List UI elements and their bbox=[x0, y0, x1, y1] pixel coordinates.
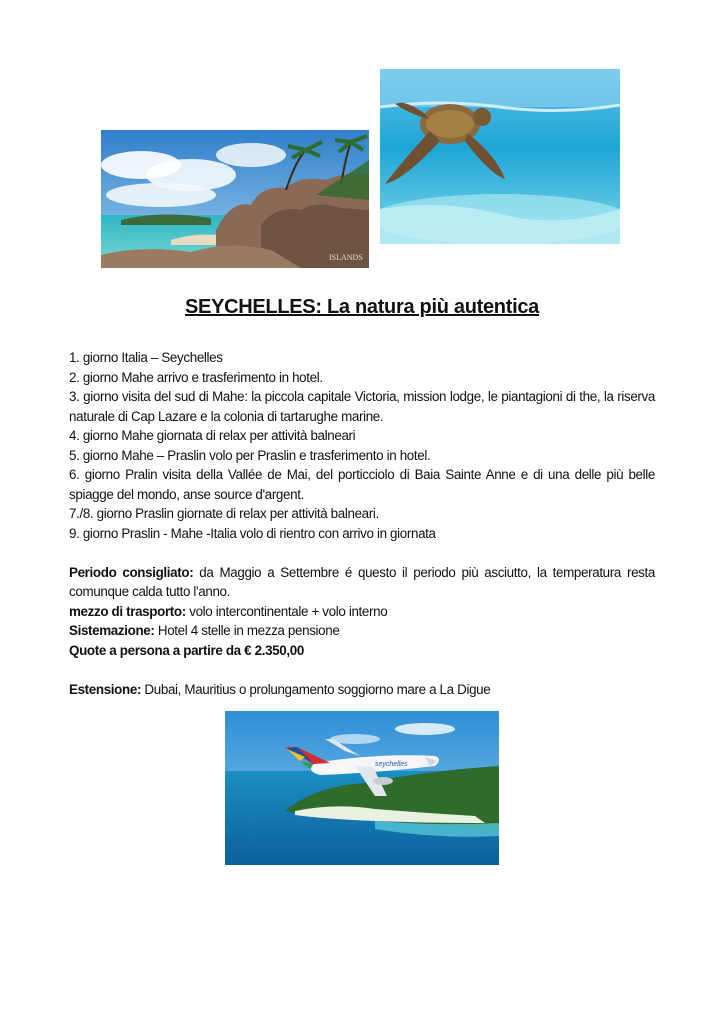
extension-text: Dubai, Mauritius o prolungamento soggiorno mare a La Digue bbox=[141, 681, 491, 697]
extension-label: Estensione: bbox=[69, 681, 142, 697]
transport-line bbox=[69, 602, 655, 622]
transport-label: mezzo di trasporto: bbox=[69, 603, 186, 619]
itinerary-day-3: 3. giorno visita del sud di Mahe: la piccola capitale Victoria, mission lodge, le piantagioni di the, la riserva naturale di Cap Lazare e la colonia di tartarughe marine. bbox=[69, 389, 655, 424]
airplane-island-photo bbox=[225, 711, 499, 865]
transport-text: volo intercontinentale + volo interno bbox=[185, 603, 388, 619]
itinerary-day-7-8: 7./8. giorno Praslin giornate di relax per attività balneari. bbox=[69, 506, 379, 521]
itinerary-day-5: 5. giorno Mahe – Praslin volo per Praslin e trasferimento in hotel. bbox=[69, 447, 431, 463]
itinerary-day-9: 9. giorno Praslin - Mahe -Italia volo di rientro con arrivo in giornata bbox=[69, 525, 436, 541]
beach-watermark: ISLANDS bbox=[329, 253, 363, 262]
accommodation-text: Hotel 4 stelle in mezza pensione bbox=[154, 623, 340, 638]
itinerary-day-6: 6. giorno Pralin visita della Vallée de Mai, del porticciolo di Baia Sainte Anne e di una delle più belle spiagge del mondo, anse source d'argent. bbox=[69, 467, 655, 502]
itinerary-day-1: 1. giorno Italia – Seychelles bbox=[69, 350, 223, 365]
accommodation-label: Sistemazione: bbox=[69, 623, 155, 638]
price-line bbox=[69, 641, 655, 661]
itinerary-day-4: 4. giorno Mahe giornata di relax per attività balneari bbox=[69, 428, 356, 443]
period-label: Periodo consigliato: bbox=[69, 564, 194, 580]
price: Quote a persona a partire da € 2.350,00 bbox=[69, 642, 304, 658]
extension-line bbox=[69, 680, 655, 700]
itinerary-day-2: 2. giorno Mahe arrivo e trasferimento in hotel. bbox=[69, 369, 323, 385]
itinerary-content bbox=[69, 348, 655, 699]
sea-turtle-photo bbox=[380, 69, 620, 244]
period-line bbox=[69, 563, 655, 602]
beach-rocks-photo bbox=[101, 130, 369, 268]
plane-livery-text: seychelles bbox=[375, 761, 408, 768]
page-title: SEYCHELLES: La natura più autentica bbox=[184, 296, 539, 318]
period-text: da Maggio a Settembre é questo il periodo più asciutto, la temperatura resta comunque calda tutto l'anno. bbox=[69, 564, 655, 599]
accommodation-line bbox=[69, 621, 655, 641]
